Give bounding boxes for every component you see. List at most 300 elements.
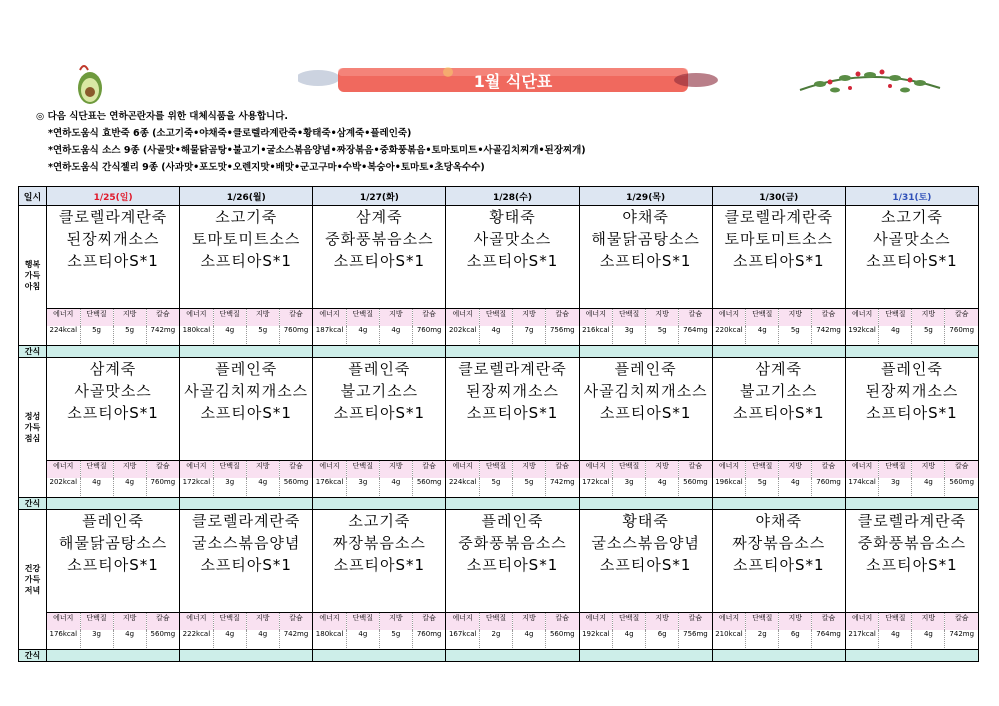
nutrition-table: [446, 461, 578, 496]
nutrient-label: 단백질: [80, 461, 113, 478]
nutrient-value: 216kcal: [582, 326, 610, 334]
day-header: 1/26(월): [180, 187, 313, 206]
nutrient-value: 742mg: [279, 630, 312, 648]
notes-section: [36, 108, 586, 176]
nutrient-value: 6g: [779, 630, 812, 648]
menu-item: 삼계죽: [755, 360, 803, 378]
menu-item: 굴소스볶음양념: [191, 534, 301, 552]
menu-item: 삼계죽: [356, 208, 403, 226]
nutrient-label: 단백질: [879, 461, 912, 478]
nutrient-label: 칼슘: [279, 309, 312, 326]
nutrient-label: 지방: [246, 309, 279, 326]
nutrient-value: 760mg: [412, 630, 445, 648]
nutrient-label: 단백질: [80, 613, 113, 630]
nutrient-value: 4g: [213, 630, 246, 648]
nutrient-value: 5g: [113, 326, 146, 344]
nutrient-label: 지방: [512, 461, 545, 478]
nutrient-label: 지방: [246, 461, 279, 478]
snack-cell: [579, 650, 712, 662]
menu-item: 소프티아S*1: [200, 252, 292, 270]
nutrition-table: [580, 461, 712, 496]
nutrient-label: 지방: [113, 309, 146, 326]
nutrient-value: 3g: [613, 478, 646, 496]
nutrient-label: 지방: [779, 613, 812, 630]
note-intro: ◎ 다음 식단표는 연하곤란자를 위한 대체식품을 사용합니다.: [36, 111, 288, 122]
nutrient-label: 단백질: [213, 461, 246, 478]
menu-item: 소프티아S*1: [200, 404, 292, 422]
menu-cell: [47, 510, 180, 613]
nutrient-label: 단백질: [746, 309, 779, 326]
page-title: 1월 식단표: [473, 71, 553, 91]
menu-item: 짜장볶음소스: [332, 534, 426, 552]
nutrient-value: 7g: [512, 326, 545, 344]
snack-cell: [313, 346, 446, 358]
snack-row: [19, 498, 979, 510]
nutrition-table: [846, 309, 978, 344]
nutrient-label: 단백질: [746, 461, 779, 478]
nutrient-value: 742mg: [812, 326, 845, 344]
nutrient-label: 에너지: [846, 461, 879, 478]
nutrition-cell: [446, 309, 579, 346]
nutrient-label: 칼슘: [146, 613, 179, 630]
nutrient-label: 에너지: [580, 613, 613, 630]
nutrient-value: 4g: [113, 630, 146, 648]
nutrient-value: 172kcal: [582, 478, 610, 486]
menu-item: 클로렐라계란죽: [458, 360, 567, 378]
nutrient-value: 4g: [379, 478, 412, 496]
nutrient-value: 5g: [779, 326, 812, 344]
day-header: 1/27(화): [313, 187, 446, 206]
nutrient-value: 2g: [746, 630, 779, 648]
nutrient-value: 192kcal: [582, 630, 610, 638]
nutrient-value: 756mg: [546, 326, 579, 344]
nutrient-value: 560mg: [546, 630, 579, 648]
nutrition-table: [313, 613, 445, 648]
nutrient-label: 단백질: [746, 613, 779, 630]
menu-cell: [47, 206, 180, 309]
menu-item: 짜장볶음소스: [732, 534, 826, 552]
nutrient-value: 180kcal: [182, 326, 211, 334]
avocado-illustration: [72, 60, 108, 108]
snack-cell: [712, 346, 845, 358]
menu-item: 소프티아S*1: [599, 556, 692, 574]
nutrient-label: 단백질: [346, 613, 379, 630]
nutrient-label: 칼슘: [546, 309, 579, 326]
menu-item: 클로렐라계란죽: [857, 512, 967, 530]
nutrient-label: 에너지: [313, 309, 346, 326]
nutrient-label: 지방: [379, 613, 412, 630]
menu-item: 클로렐라계란죽: [191, 512, 301, 530]
nutrient-label: 단백질: [213, 309, 246, 326]
nutrient-value: 2g: [479, 630, 512, 648]
nutrition-table: [446, 309, 578, 344]
nutrition-table: [713, 461, 845, 496]
nutrient-label: 단백질: [213, 613, 246, 630]
nutrient-label: 칼슘: [812, 461, 845, 478]
nutrient-value: 224kcal: [448, 478, 477, 486]
nutrient-label: 지방: [113, 461, 146, 478]
menu-cell: [446, 358, 579, 461]
nutrient-value: 3g: [879, 478, 912, 496]
nutrition-cell: [579, 613, 712, 650]
nutrient-label: 에너지: [446, 613, 479, 630]
meal-label: [19, 510, 47, 650]
nutrition-table: [846, 613, 978, 648]
nutrient-value: 4g: [912, 630, 945, 648]
nutrient-label: 칼슘: [146, 461, 179, 478]
nutrient-label: 단백질: [613, 461, 646, 478]
nutrient-value: 742mg: [945, 630, 978, 648]
snack-cell: [446, 498, 579, 510]
meal-label-line: 저녁: [24, 586, 41, 595]
nutrient-label: 지방: [912, 309, 945, 326]
nutrient-value: 167kcal: [448, 630, 477, 638]
nutrient-value: 187kcal: [315, 326, 344, 334]
date-header-label: 일시: [19, 187, 47, 206]
nutrient-label: 단백질: [80, 309, 113, 326]
menu-cell: [446, 510, 579, 613]
menu-item: 토마토미트소스: [724, 230, 833, 248]
menu-item: 소프티아S*1: [733, 252, 825, 270]
nutrition-cell: [712, 461, 845, 498]
nutrient-value: 3g: [613, 326, 646, 344]
menu-item: 소프티아S*1: [200, 556, 292, 574]
nutrient-label: 에너지: [580, 309, 613, 326]
nutrition-cell: [446, 613, 579, 650]
menu-cell: [845, 358, 978, 461]
nutrient-label: 지방: [246, 613, 279, 630]
nutrient-value: 764mg: [679, 326, 712, 344]
nutrient-label: 지방: [646, 461, 679, 478]
nutrition-cell: [180, 613, 313, 650]
nutrition-cell: [712, 613, 845, 650]
nutrient-label: 칼슘: [412, 461, 445, 478]
nutrient-value: 5g: [246, 326, 279, 344]
nutrition-row: [19, 613, 979, 650]
nutrition-cell: [47, 613, 180, 650]
nutrient-value: 5g: [80, 326, 113, 344]
nutrient-label: 칼슘: [279, 461, 312, 478]
snack-cell: [180, 498, 313, 510]
nutrient-value: 5g: [746, 478, 779, 496]
nutrient-value: 760mg: [945, 326, 978, 344]
nutrition-row: [19, 309, 979, 346]
menu-item: 소프티아S*1: [67, 252, 159, 270]
nutrient-value: 756mg: [679, 630, 712, 648]
nutrient-label: 칼슘: [679, 309, 712, 326]
nutrient-value: 764mg: [812, 630, 845, 648]
nutrient-label: 에너지: [313, 461, 346, 478]
day-header: 1/31(토): [845, 187, 978, 206]
nutrient-value: 5g: [512, 478, 545, 496]
nutrient-value: 4g: [246, 478, 279, 496]
nutrition-table: [713, 309, 845, 344]
nutrient-label: 에너지: [313, 613, 346, 630]
nutrient-value: 176kcal: [315, 478, 344, 486]
menu-item: 소프티아S*1: [466, 252, 559, 270]
title-banner: [298, 64, 728, 96]
nutrient-value: 5g: [479, 478, 512, 496]
nutrient-label: 칼슘: [279, 613, 312, 630]
menu-item: 소프티아S*1: [866, 404, 958, 422]
meal-label: [19, 358, 47, 498]
menu-cell: [845, 206, 978, 309]
menu-item: 클로렐라계란죽: [724, 208, 833, 226]
nutrient-value: 4g: [746, 326, 779, 344]
menu-item: 소프티아S*1: [333, 404, 426, 422]
snack-cell: [313, 650, 446, 662]
nutrient-value: 4g: [346, 326, 379, 344]
nutrition-cell: [845, 613, 978, 650]
nutrient-label: 칼슘: [546, 461, 579, 478]
menu-cell: [579, 206, 712, 309]
nutrient-value: 4g: [80, 478, 113, 496]
nutrition-cell: [712, 309, 845, 346]
nutrient-value: 172kcal: [182, 478, 211, 486]
menu-cell: [579, 510, 712, 613]
nutrient-label: 칼슘: [945, 613, 978, 630]
menu-item: 야채죽: [622, 208, 669, 226]
snack-cell: [845, 650, 978, 662]
nutrient-label: 지방: [512, 309, 545, 326]
meal-row: [19, 206, 979, 309]
menu-item: 사골맛소스: [473, 230, 552, 248]
nutrition-cell: [579, 461, 712, 498]
nutrient-label: 칼슘: [812, 309, 845, 326]
nutrient-label: 에너지: [713, 461, 746, 478]
nutrient-label: 칼슘: [945, 309, 978, 326]
nutrient-label: 단백질: [479, 309, 512, 326]
nutrient-label: 에너지: [47, 309, 80, 326]
menu-item: 소프티아S*1: [67, 404, 159, 422]
menu-item: 토마토미트소스: [191, 230, 301, 248]
nutrient-value: 4g: [213, 326, 246, 344]
nutrient-label: 단백질: [879, 309, 912, 326]
menu-cell: [313, 358, 446, 461]
nutrient-value: 3g: [346, 478, 379, 496]
nutrition-table: [47, 461, 179, 496]
nutrient-value: 4g: [779, 478, 812, 496]
nutrient-label: 에너지: [180, 309, 213, 326]
nutrition-table: [446, 613, 578, 648]
snack-cell: [845, 498, 978, 510]
nutrition-cell: [313, 461, 446, 498]
nutrient-value: 224kcal: [49, 326, 78, 334]
menu-item: 소프티아S*1: [333, 556, 426, 574]
menu-item: 사골맛소스: [74, 382, 152, 400]
snack-cell: [579, 346, 712, 358]
nutrient-label: 단백질: [479, 613, 512, 630]
menu-item: 소프티아S*1: [466, 404, 559, 422]
meal-label: [19, 206, 47, 346]
snack-cell: [446, 650, 579, 662]
menu-item: 황태죽: [622, 512, 669, 530]
snack-cell: [47, 650, 180, 662]
nutrient-value: 210kcal: [715, 630, 743, 638]
nutrient-value: 4g: [613, 630, 646, 648]
menu-item: 된장찌개소스: [466, 382, 559, 400]
nutrient-label: 칼슘: [812, 613, 845, 630]
meal-row: [19, 358, 979, 461]
menu-item: 소프티아S*1: [599, 404, 692, 422]
meal-label-line: 건강: [24, 564, 41, 573]
nutrient-label: 에너지: [846, 309, 879, 326]
nutrient-label: 지방: [379, 309, 412, 326]
nutrition-table: [47, 613, 179, 648]
nutrient-label: 지방: [912, 461, 945, 478]
snack-cell: [845, 346, 978, 358]
menu-item: 사골김치찌개소스: [184, 382, 309, 400]
nutrient-label: 지방: [379, 461, 412, 478]
nutrient-value: 760mg: [279, 326, 312, 344]
nutrient-value: 4g: [879, 630, 912, 648]
nutrient-value: 760mg: [146, 478, 179, 496]
nutrient-label: 지방: [113, 613, 146, 630]
menu-cell: [712, 358, 845, 461]
nutrient-value: 192kcal: [848, 326, 876, 334]
menu-item: 소고기죽: [215, 208, 278, 226]
menu-item: 소고기죽: [880, 208, 943, 226]
header-row: [19, 187, 979, 206]
nutrition-cell: [446, 461, 579, 498]
menu-cell: [180, 358, 313, 461]
nutrition-cell: [579, 309, 712, 346]
nutrient-value: 560mg: [279, 478, 312, 496]
nutrient-label: 에너지: [47, 613, 80, 630]
nutrient-label: 지방: [512, 613, 545, 630]
menu-item: 플레인죽: [481, 512, 544, 530]
nutrient-value: 202kcal: [448, 326, 477, 334]
menu-item: 소프티아S*1: [733, 556, 825, 574]
nutrient-label: 단백질: [346, 461, 379, 478]
day-header: 1/30(금): [712, 187, 845, 206]
nutrient-value: 560mg: [146, 630, 179, 648]
nutrition-table: [846, 461, 978, 496]
nutrient-value: 217kcal: [848, 630, 876, 638]
menu-cell: [180, 510, 313, 613]
snack-row: [19, 346, 979, 358]
nutrient-label: 칼슘: [412, 613, 445, 630]
snack-cell: [446, 346, 579, 358]
nutrient-value: 4g: [346, 630, 379, 648]
nutrient-value: 4g: [479, 326, 512, 344]
menu-item: 소고기죽: [348, 512, 411, 530]
nutrient-label: 단백질: [879, 613, 912, 630]
nutrient-value: 4g: [912, 478, 945, 496]
menu-item: 중화풍볶음소스: [458, 534, 567, 552]
nutrient-value: 222kcal: [182, 630, 211, 638]
nutrition-cell: [180, 309, 313, 346]
menu-item: 불고기소스: [740, 382, 818, 400]
nutrition-table: [313, 461, 445, 496]
snack-cell: [712, 498, 845, 510]
nutrition-table: [713, 613, 845, 648]
nutrient-label: 칼슘: [146, 309, 179, 326]
nutrient-label: 에너지: [180, 461, 213, 478]
nutrition-cell: [845, 461, 978, 498]
nutrient-label: 단백질: [613, 613, 646, 630]
menu-item: 소프티아S*1: [466, 556, 559, 574]
menu-item: 야채죽: [755, 512, 803, 530]
nutrition-table: [580, 309, 712, 344]
nutrient-label: 에너지: [713, 309, 746, 326]
note-sauce: *연하도움식 소스 9종 (사골맛•해물닭곰탕•불고기•굴소스볶음양념•짜장볶음•중화풍볶음•토마토미트•사골김치찌개•된장찌개): [48, 145, 586, 156]
nutrition-cell: [313, 309, 446, 346]
menu-item: 된장찌개소스: [66, 230, 160, 248]
nutrition-table: [47, 309, 179, 344]
holly-decoration: [790, 60, 950, 105]
menu-item: 해물닭곰탕소스: [591, 230, 700, 248]
menu-item: 플레인죽: [348, 360, 411, 378]
meal-label-line: 행복: [24, 260, 41, 269]
menu-item: 굴소스볶음양념: [591, 534, 700, 552]
nutrient-value: 176kcal: [49, 630, 78, 638]
menu-cell: [313, 510, 446, 613]
nutrient-value: 3g: [80, 630, 113, 648]
menu-item: 중화풍볶음소스: [325, 230, 434, 248]
menu-item: 소프티아S*1: [333, 252, 426, 270]
menu-cell: [446, 206, 579, 309]
menu-item: 플레인죽: [614, 360, 677, 378]
nutrient-value: 4g: [246, 630, 279, 648]
nutrition-cell: [47, 461, 180, 498]
nutrient-label: 칼슘: [412, 309, 445, 326]
nutrient-value: 742mg: [146, 326, 179, 344]
snack-label: 간식: [19, 498, 47, 510]
nutrient-label: 에너지: [47, 461, 80, 478]
nutrient-label: 에너지: [846, 613, 879, 630]
nutrient-value: 760mg: [412, 326, 445, 344]
nutrient-label: 에너지: [580, 461, 613, 478]
menu-item: 소프티아S*1: [733, 404, 825, 422]
menu-item: 플레인죽: [215, 360, 278, 378]
nutrient-value: 4g: [113, 478, 146, 496]
menu-item: 소프티아S*1: [67, 556, 159, 574]
snack-cell: [47, 498, 180, 510]
nutrient-value: 4g: [646, 478, 679, 496]
nutrient-value: 560mg: [945, 478, 978, 496]
note-jelly: *연하도움식 간식젤리 9종 (사과맛•포도맛•오렌지맛•배맛•군고구마•수박•복숭아•토마토•초당옥수수): [48, 162, 485, 173]
nutrient-value: 5g: [646, 326, 679, 344]
menu-item: 소프티아S*1: [599, 252, 692, 270]
nutrient-value: 3g: [213, 478, 246, 496]
meal-label-line: 정성: [24, 412, 41, 421]
snack-cell: [579, 498, 712, 510]
nutrient-label: 지방: [912, 613, 945, 630]
menu-cell: [712, 206, 845, 309]
nutrient-value: 560mg: [412, 478, 445, 496]
nutrient-label: 칼슘: [679, 613, 712, 630]
snack-cell: [712, 650, 845, 662]
nutrient-label: 지방: [646, 613, 679, 630]
nutrient-label: 에너지: [180, 613, 213, 630]
day-header: 1/28(수): [446, 187, 579, 206]
nutrition-table: [180, 309, 312, 344]
nutrient-value: 220kcal: [715, 326, 743, 334]
day-header: 1/25(일): [47, 187, 180, 206]
nutrient-label: 단백질: [479, 461, 512, 478]
meal-label-line: 가득: [24, 423, 41, 432]
nutrient-label: 단백질: [613, 309, 646, 326]
menu-cell: [180, 206, 313, 309]
nutrient-label: 에너지: [446, 309, 479, 326]
nutrient-value: 180kcal: [315, 630, 344, 638]
meal-label-line: 점심: [24, 434, 41, 443]
menu-cell: [579, 358, 712, 461]
nutrition-table: [180, 613, 312, 648]
meal-row: [19, 510, 979, 613]
nutrition-cell: [313, 613, 446, 650]
